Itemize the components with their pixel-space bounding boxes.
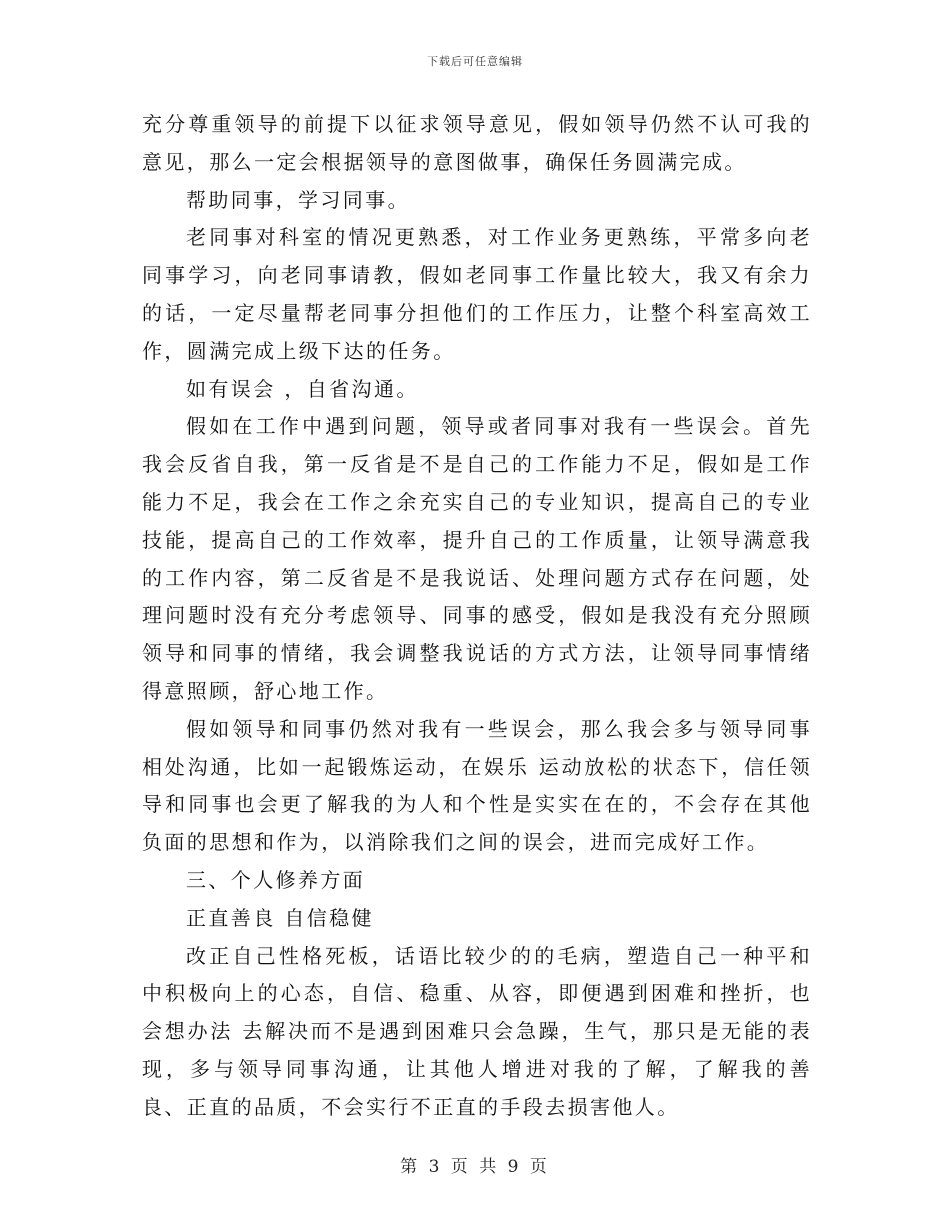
section-heading: 三、个人修养方面 — [186, 867, 366, 892]
paragraph: 假如领导和同事仍然对我有一些误会，那么我会多与领导同事相处沟通，比如一起锻炼运动，在娱乐 运动放松的状态下，信任领导和同事也会更了解我的为人和个性是实实在在的，不会存在其他负面的思想和作为，以消除我们之间的误会，进而完成好工作。 — [142, 716, 812, 855]
paragraph: 老同事对科室的情况更熟悉，对工作业务更熟练，平常多向老同事学习，向老同事请教，假如老同事工作量比较大，我又有余力的话，一定尽量帮老同事分担他们的工作压力，让整个科室高效工作，圆满完成上级下达的任务。 — [142, 225, 812, 363]
paragraph: 假如在工作中遇到问题，领导或者同事对我有一些误会。首先我会反省自我，第一反省是不是自己的工作能力不足，假如是工作能力不足，我会在工作之余充实自己的专业知识，提高自己的专业技能，提高自己的工作效率，提升自己的工作质量，让领导满意我的工作内容，第二反省是不是我说话、处理问题方式存在问题，处理问题时没有充分考虑领导、同事的感受，假如是我没有充分照顾领导和同事的情绪，我会调整我说话的方式方法，让领导同事情绪得意照顾，舒心地工作。 — [142, 414, 812, 703]
paragraph: 改正自己性格死板，话语比较少的的毛病，塑造自己一种平和中积极向上的心态，自信、稳重、从容，即便遇到困难和挫折，也会想办法 去解决而不是遇到困难只会急躁，生气，那只是无能的表现，多与领导同事沟通，让其他人增进对我的了解，了解我的善良、正直的品质，不会实行不正直的手段去损害他人。 — [142, 943, 812, 1119]
document-body — [142, 106, 812, 1127]
paragraph: 充分尊重领导的前提下以征求领导意见，假如领导仍然不认可我的意见，那么一定会根据领导的意图做事，确保任务圆满完成。 — [142, 112, 812, 174]
subsection-heading: 正直善良 自信稳健 — [186, 905, 374, 930]
page-header: 下载后可任意编辑 — [427, 55, 523, 68]
paragraph: 帮助同事，学习同事。 — [186, 187, 410, 212]
page-footer: 第 3 页 共 9 页 — [400, 1157, 550, 1177]
paragraph: 如有误会 ，自省沟通。 — [186, 376, 419, 401]
